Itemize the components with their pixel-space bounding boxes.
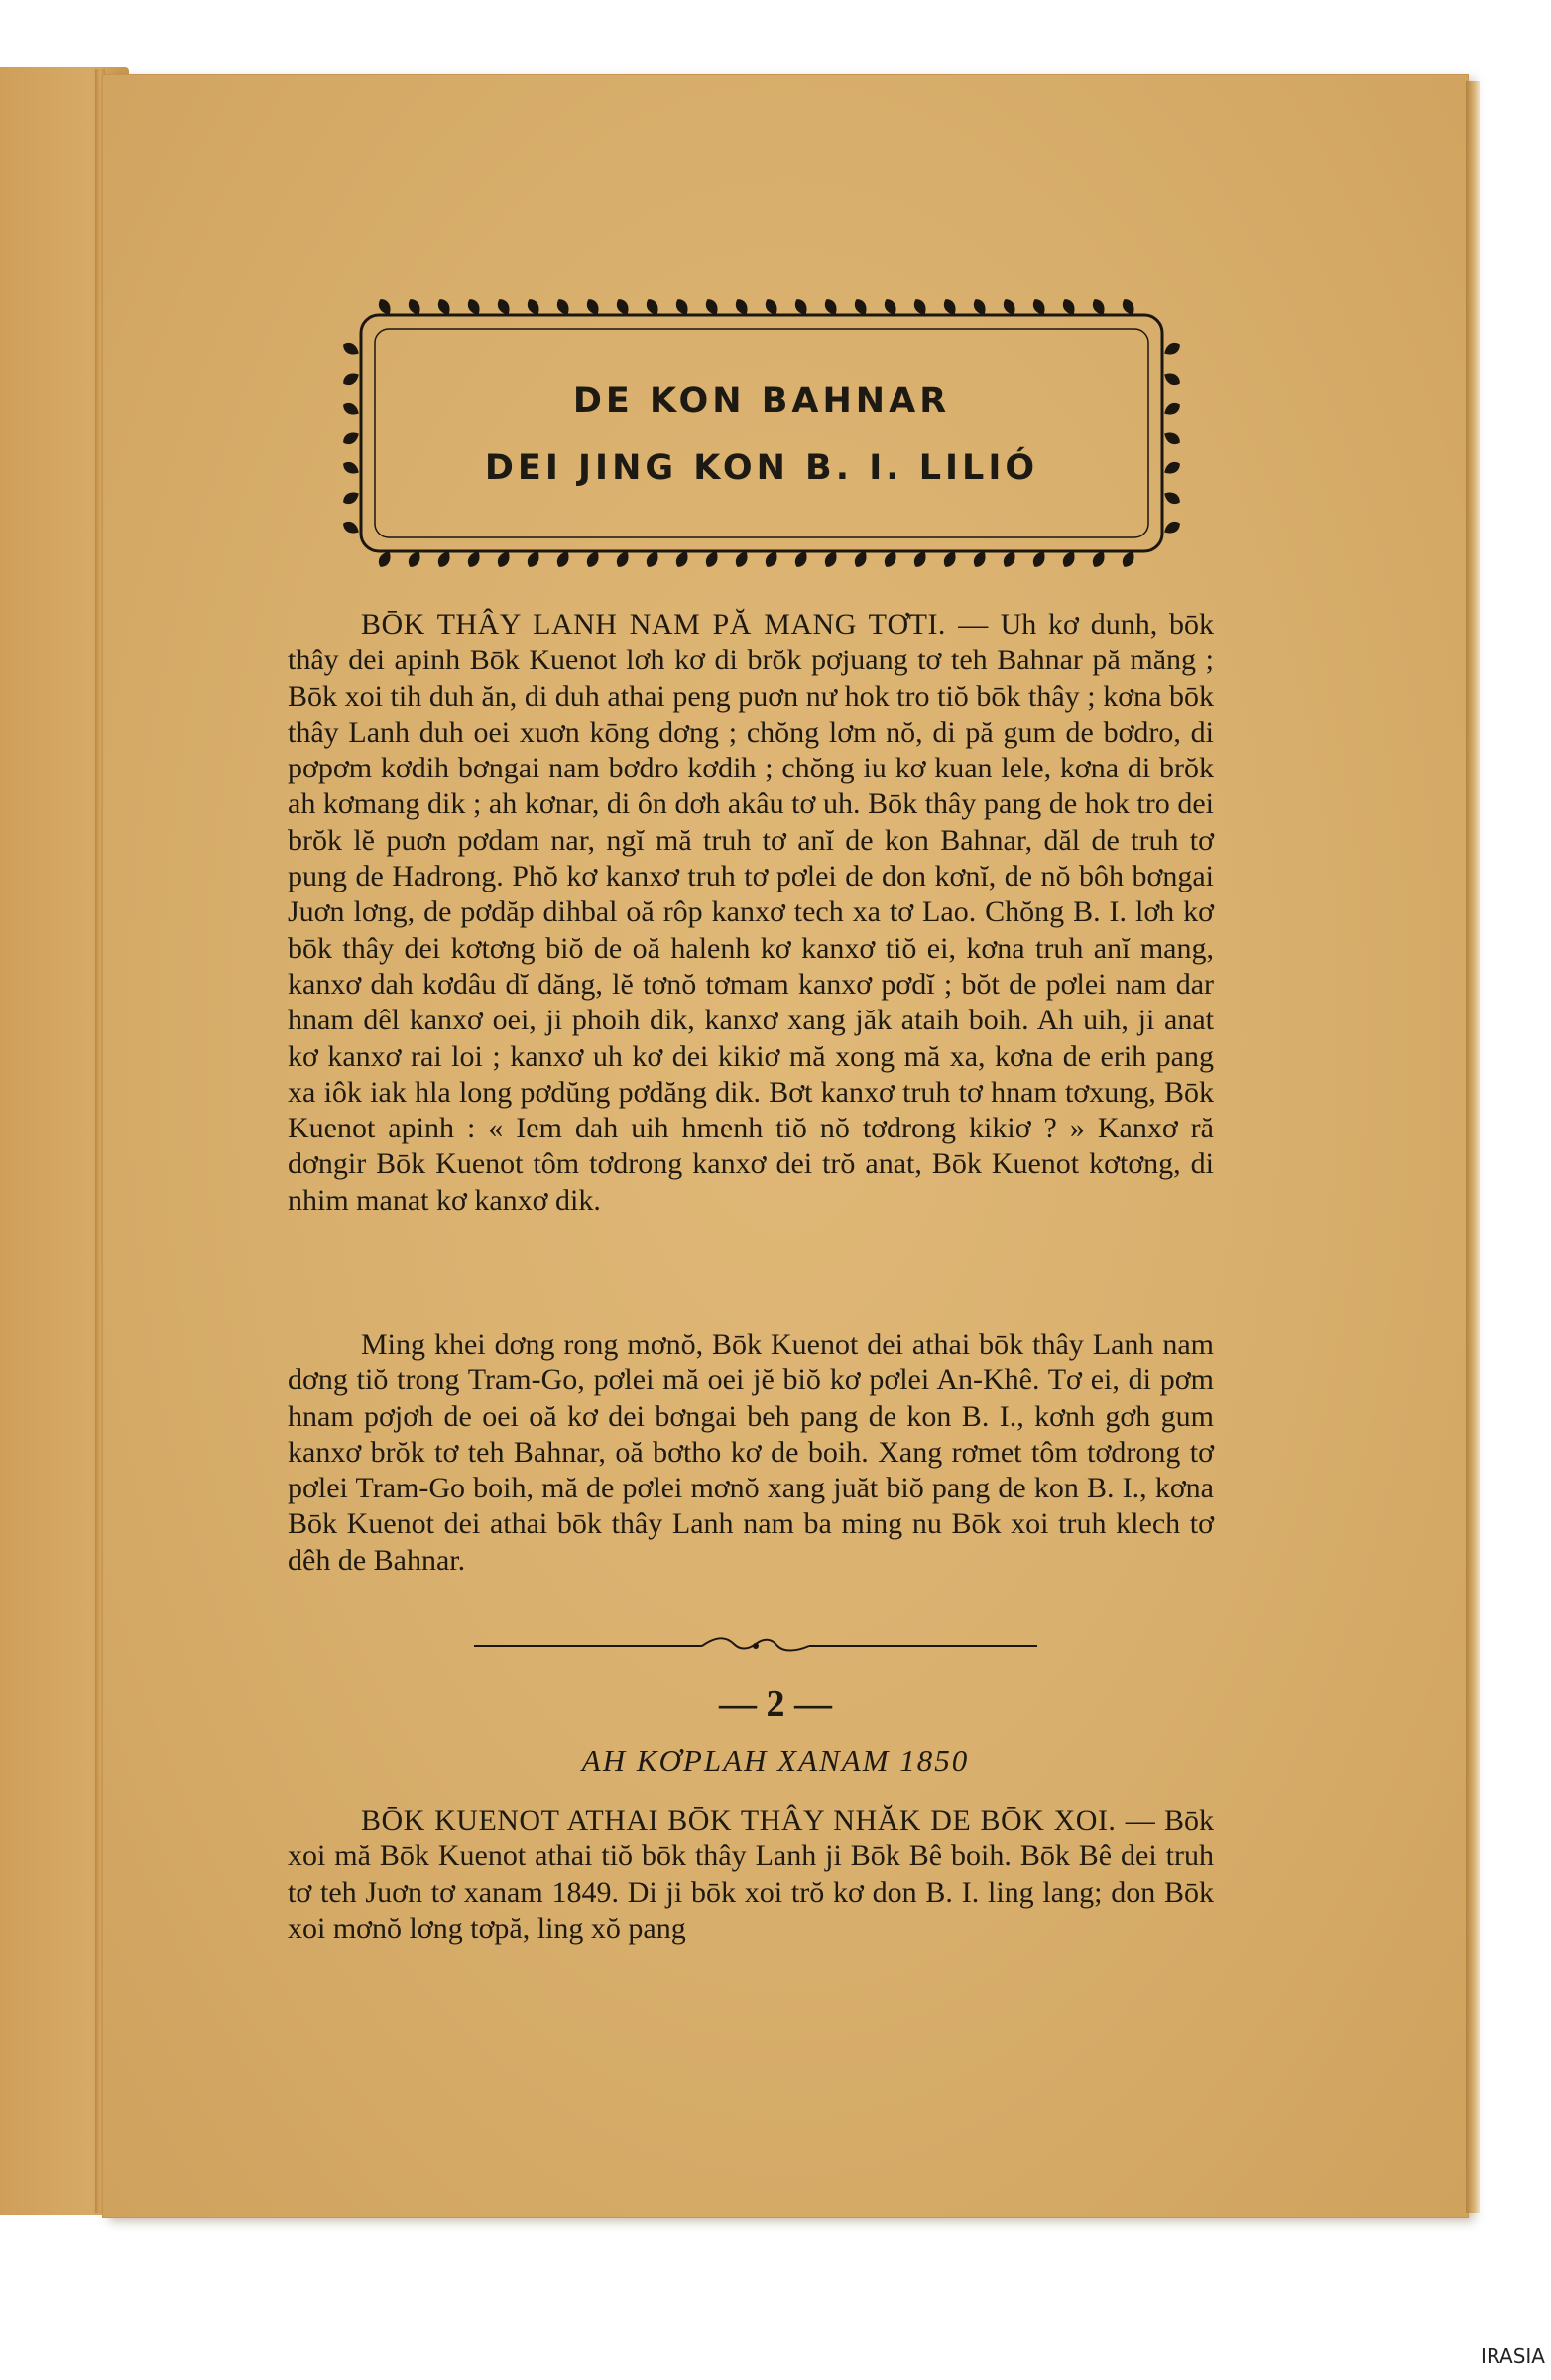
page-edge xyxy=(1466,81,1480,2213)
vine-leaf xyxy=(341,429,362,447)
paragraph-3 xyxy=(288,1803,1214,1947)
section-divider xyxy=(474,1634,1037,1658)
vine-leaf xyxy=(1162,340,1183,358)
page-number: — 2 — xyxy=(719,1683,832,1725)
paragraph-text: Uh kơ dunh, bōk thây dei apinh Bōk Kuenot lơh kơ di brŏk pơjuang tơ teh Bahnar pă măng ; Bōk xoi tih duh ăn, di duh athai peng puơn nư hok tro tiŏ bōk thây ; kơna bōk thây Lanh duh oei xuơn kōng dơng ; chŏng lơm nŏ, di pă gum de bơdro, di pơpơm kơdih bơngai nam bơdro kơdih ; chŏng iu kơ kuan lele, kơna di brŏk ah kơmang dik ; ah kơnar, di ôn dơh akâu tơ uh. Bōk thây pang de hok tro dei brŏk lĕ puơn pơdam nar, ngĭ mă truh tơ anĭ de kon Bahnar, dăl de truh tơ pung de Hadrong. Phŏ kơ kanxơ truh tơ pơlei de don kơnĭ, de nŏ bôh bơngai Juơn lơng, de pơdăp dihbal oă rôp kanxơ tech xa tơ Lao. Chŏng B. I. lơh kơ bōk thây dei kơtơng biŏ de oă halenh kơ kanxơ tiŏ ei, kơna truh anĭ mang, kanxơ dah kơdâu dĭ dăng, lĕ tơnŏ tơmam kanxơ pơdĭ ; bŏt de pơlei nam dar hnam dêl kanxơ oei, ji phoih dik, kanxơ xang jăk ataih boih. Ah uih, ji anat kơ kanxơ rai loi ; kanxơ uh kơ dei kikiơ mă xong mă xa, kơna de erih pang xa iôk iak hla long pơdŭng pơdăng dik. Bơt kanxơ truh tơ hnam tơxung, Bōk Kuenot apinh : « Iem dah uih hmenh tiŏ nŏ tơdrong kikiơ ? » Kanxơ ră dơngir Bōk Kuenot tôm tơdrong kanxơ dei trŏ anat, Bōk Kuenot kơtơng, di nhim manat kơ kanxơ dik. xyxy=(288,608,1215,1217)
vine-leaf xyxy=(341,519,362,536)
paragraph-2 xyxy=(288,1327,1214,1579)
vine-leaf xyxy=(1162,489,1183,507)
title-frame xyxy=(335,290,1188,577)
paragraph-text: Ming khei dơng rong mơnŏ, Bōk Kuenot dei athai bōk thây Lanh nam dơng tiŏ trong Tram-Go, pơlei mă oei jĕ biŏ kơ pơlei An-Khê. Tơ ei, di pơm hnam pơjơh de oei oă kơ dei bơngai beh pang de kon B. I., kơnh gơh gum kanxơ brŏk tơ teh Bahnar, oă bơtho kơ de boih. Xang rơmet tôm tơdrong tơ pơlei Tram-Go boih, mă de pơlei mơnŏ xang juăt biŏ pang de kon B. I., kơna Bōk Kuenot dei athai bōk thây Lanh nam ba ming nu Bōk xoi truh klech tơ dêh de Bahnar. xyxy=(288,1328,1214,1577)
vine-leaf xyxy=(341,340,362,358)
vine-border-ornament xyxy=(335,290,1188,577)
paragraph-text: Bōk xoi mă Bōk Kuenot athai tiŏ bōk thây Lanh ji Bōk Bê boih. Bōk Bê dei truh tơ teh Juơn tơ xanam 1849. Di ji bōk xoi trŏ kơ don B. I. ling lang; don Bōk xoi mơnŏ lơng tơpă, ling xŏ pang xyxy=(288,1804,1214,1945)
paragraph-lead: BŌK KUENOT ATHAI BŌK THÂY NHĂK DE BŌK XOI. — xyxy=(361,1804,1156,1837)
section-title: AH KƠPLAH XANAM 1850 xyxy=(581,1743,970,1778)
vine-leaf xyxy=(341,489,362,507)
paragraph-lead: BŌK THÂY LANH NAM PĂ MANG TƠTI. — xyxy=(361,608,989,641)
title-line-1: DE KON BAHNAR xyxy=(572,381,951,420)
title-line-2: DEI JING KON B. I. LILIÓ xyxy=(484,448,1039,488)
vine-leaf xyxy=(1162,429,1183,447)
watermark: IRASIA xyxy=(1481,2344,1545,2368)
vine-leaf xyxy=(1162,519,1183,536)
paragraph-1 xyxy=(288,607,1214,1219)
